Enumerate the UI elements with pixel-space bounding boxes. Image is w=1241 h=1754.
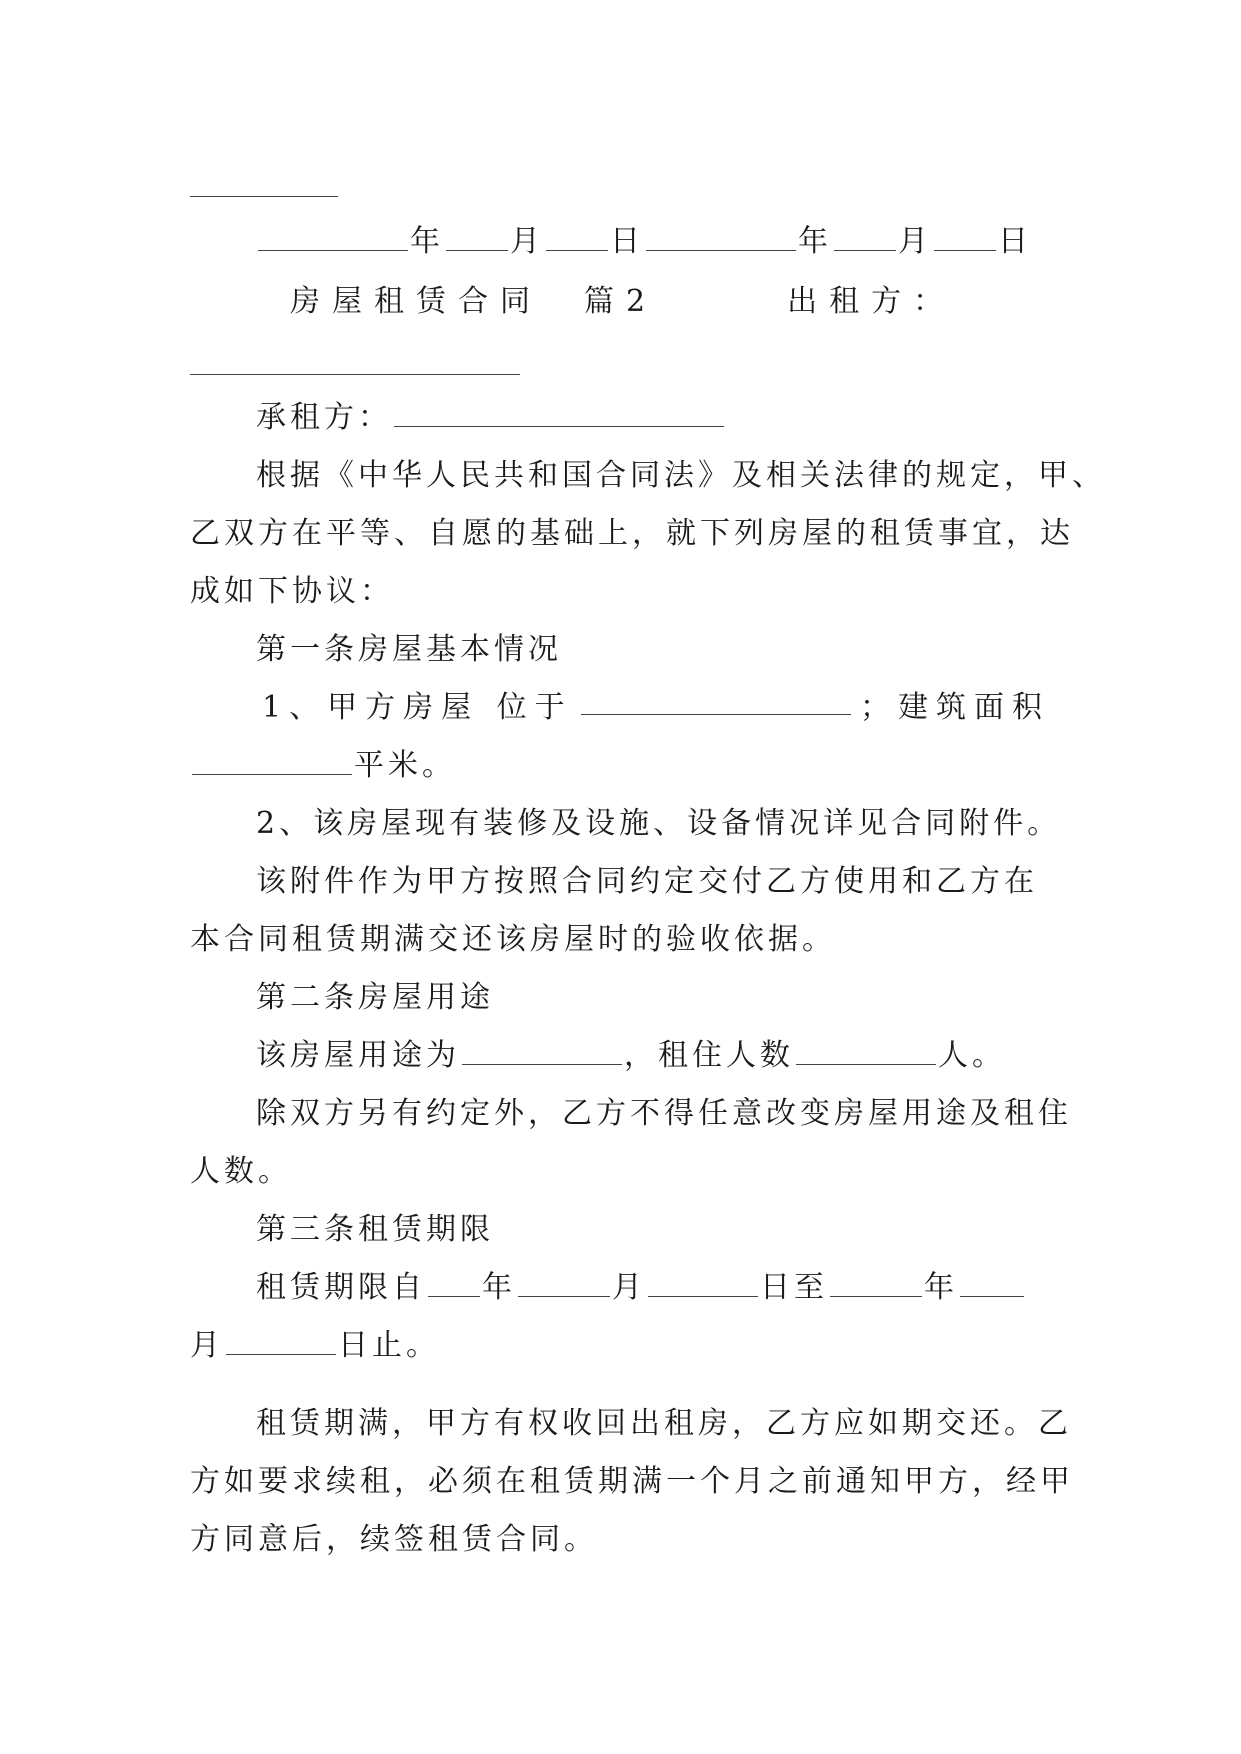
article-3-note-3: 方同意后，续签租赁合同。 <box>190 1522 598 1557</box>
title-line <box>290 282 1050 322</box>
article-2-note-1: 除双方另有约定外，乙方不得任意改变房屋用途及租住 <box>256 1096 1072 1131</box>
article-1-item-1: 1、甲方房屋 位于 ；建筑面积 <box>262 690 1050 725</box>
article-3-term-cont: 月 日止。 <box>190 1328 440 1363</box>
article-1-note-2: 本合同租赁期满交还该房屋时的验收依据。 <box>190 922 836 957</box>
article-1-item-1-cont: 平米。 <box>190 746 1050 786</box>
lessor-label: 出租方： <box>787 284 956 319</box>
lessee-label: 承租方： <box>256 400 392 435</box>
article-3-note-1: 租赁期满，甲方有权收回出租房，乙方应如期交还。乙 <box>256 1406 1072 1441</box>
top-blank-line <box>190 196 338 197</box>
intro-line-1: 根据《中华人民共和国合同法》及相关法律的规定，甲、 <box>256 458 1106 493</box>
article-3-term: 租赁期限自 年 月 日至 年 <box>256 1268 1050 1308</box>
intro-line-3: 成如下协议： <box>190 574 394 609</box>
lessee-line <box>256 398 1050 438</box>
article-2-use: 该房屋用途为 ，租住人数 人。 <box>256 1038 1006 1073</box>
article-1-item-2: 2、该房屋现有装修及设施、设备情况详见合同附件。 <box>256 806 1062 841</box>
document-title: 房屋租赁合同 篇2 <box>290 284 658 319</box>
lessor-blank <box>190 374 520 375</box>
signature-date-line: 年 月 日 年 月 日 <box>256 222 1116 262</box>
article-1-note-1: 该附件作为甲方按照合同约定交付乙方使用和乙方在 <box>256 864 1038 899</box>
intro-line-2: 乙双方在平等、自愿的基础上，就下列房屋的租赁事宜，达 <box>190 516 1074 551</box>
article-3-note-2: 方如要求续租，必须在租赁期满一个月之前通知甲方，经甲 <box>190 1464 1074 1499</box>
article-3-heading: 第三条租赁期限 <box>256 1212 494 1247</box>
article-1-heading: 第一条房屋基本情况 <box>256 632 562 667</box>
article-2-note-2: 人数。 <box>190 1154 292 1189</box>
article-2-heading: 第二条房屋用途 <box>256 980 494 1015</box>
